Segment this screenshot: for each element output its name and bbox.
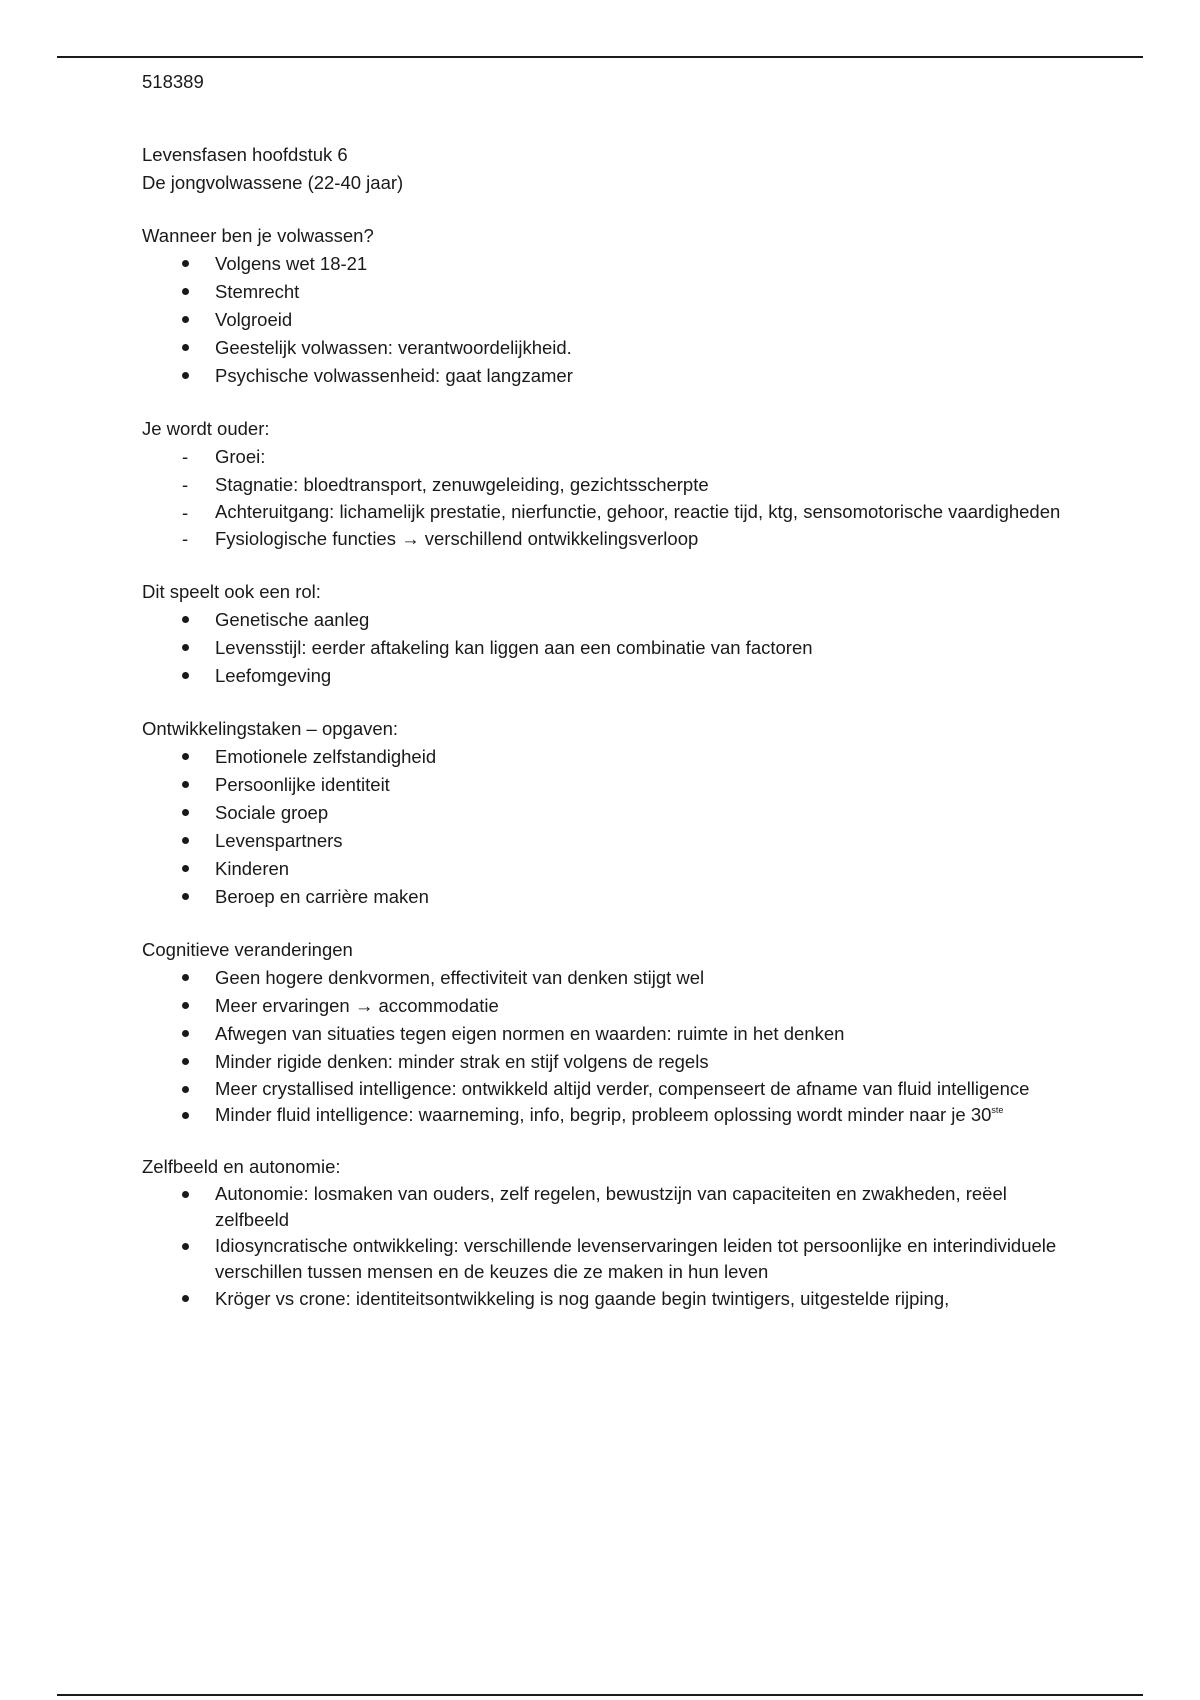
list-item: Stemrecht: [142, 278, 1062, 306]
header-rule: [57, 56, 1143, 58]
superscript-ste: ste: [991, 1105, 1004, 1115]
footer-rule: [57, 1694, 1143, 1696]
list-item: Minder rigide denken: minder strak en stijf volgens de regels: [142, 1048, 1062, 1076]
list-item: Emotionele zelfstandigheid: [142, 743, 1062, 771]
document-page: [142, 68, 1062, 1313]
list-zelfbeeld: [142, 1181, 1062, 1313]
list-volwassen: [142, 250, 1062, 390]
document-id: 518389: [142, 71, 204, 92]
list-item: - Achteruitgang: lichamelijk prestatie, nierfunctie, gehoor, reactie tijd, ktg, sensomotorische vaardigheden: [142, 499, 1062, 525]
section-heading-rol: Dit speelt ook een rol:: [142, 581, 321, 602]
list-taken: [142, 743, 1062, 911]
section-heading-ouder: Je wordt ouder:: [142, 418, 270, 439]
list-ouder: [142, 443, 1062, 553]
list-item: Minder fluid intelligence: waarneming, info, begrip, probleem oplossing wordt minder naar je 30ste: [142, 1102, 1062, 1128]
section-heading-zelfbeeld: Zelfbeeld en autonomie:: [142, 1156, 341, 1177]
list-item: - Stagnatie: bloedtransport, zenuwgeleiding, gezichtsscherpte: [142, 471, 1062, 499]
list-item: - Fysiologische functies → verschillend ontwikkelingsverloop: [142, 525, 1062, 553]
list-item: Meer crystallised intelligence: ontwikkeld altijd verder, compenseert de afname van fluid intelligence: [142, 1076, 1062, 1102]
list-item: Sociale groep: [142, 799, 1062, 827]
list-item: Leefomgeving: [142, 662, 1062, 690]
list-item: Afwegen van situaties tegen eigen normen en waarden: ruimte in het denken: [142, 1020, 1062, 1048]
chapter-title: Levensfasen hoofdstuk 6: [142, 144, 348, 165]
list-item: Genetische aanleg: [142, 606, 1062, 634]
list-item: Persoonlijke identiteit: [142, 771, 1062, 799]
list-item: - Groei:: [142, 443, 1062, 471]
list-item: Idiosyncratische ontwikkeling: verschillende levenservaringen leiden tot persoonlijke en interindividuele verschillen tussen mensen en de keuzes die ze maken in hun leven: [142, 1233, 1062, 1285]
list-item: Psychische volwassenheid: gaat langzamer: [142, 362, 1062, 390]
list-item: Beroep en carrière maken: [142, 883, 1062, 911]
list-item: Volgroeid: [142, 306, 1062, 334]
list-item: Kröger vs crone: identiteitsontwikkeling is nog gaande begin twintigers, uitgestelde rijping,: [142, 1285, 1062, 1313]
list-item: Levensstijl: eerder aftakeling kan liggen aan een combinatie van factoren: [142, 634, 1062, 662]
list-item: Volgens wet 18-21: [142, 250, 1062, 278]
list-item: Geen hogere denkvormen, effectiviteit van denken stijgt wel: [142, 964, 1062, 992]
list-cognitief: [142, 964, 1062, 1128]
list-item: Meer ervaringen → accommodatie: [142, 992, 1062, 1020]
list-item: Kinderen: [142, 855, 1062, 883]
list-item: Levenspartners: [142, 827, 1062, 855]
chapter-subtitle: De jongvolwassene (22-40 jaar): [142, 172, 404, 193]
section-heading-cognitief: Cognitieve veranderingen: [142, 939, 353, 960]
section-heading-volwassen: Wanneer ben je volwassen?: [142, 225, 374, 246]
list-rol: [142, 606, 1062, 690]
list-item: Autonomie: losmaken van ouders, zelf regelen, bewustzijn van capaciteiten en zwakheden, reëel zelfbeeld: [142, 1181, 1062, 1233]
section-heading-taken: Ontwikkelingstaken – opgaven:: [142, 718, 399, 739]
list-item: Geestelijk volwassen: verantwoordelijkheid.: [142, 334, 1062, 362]
